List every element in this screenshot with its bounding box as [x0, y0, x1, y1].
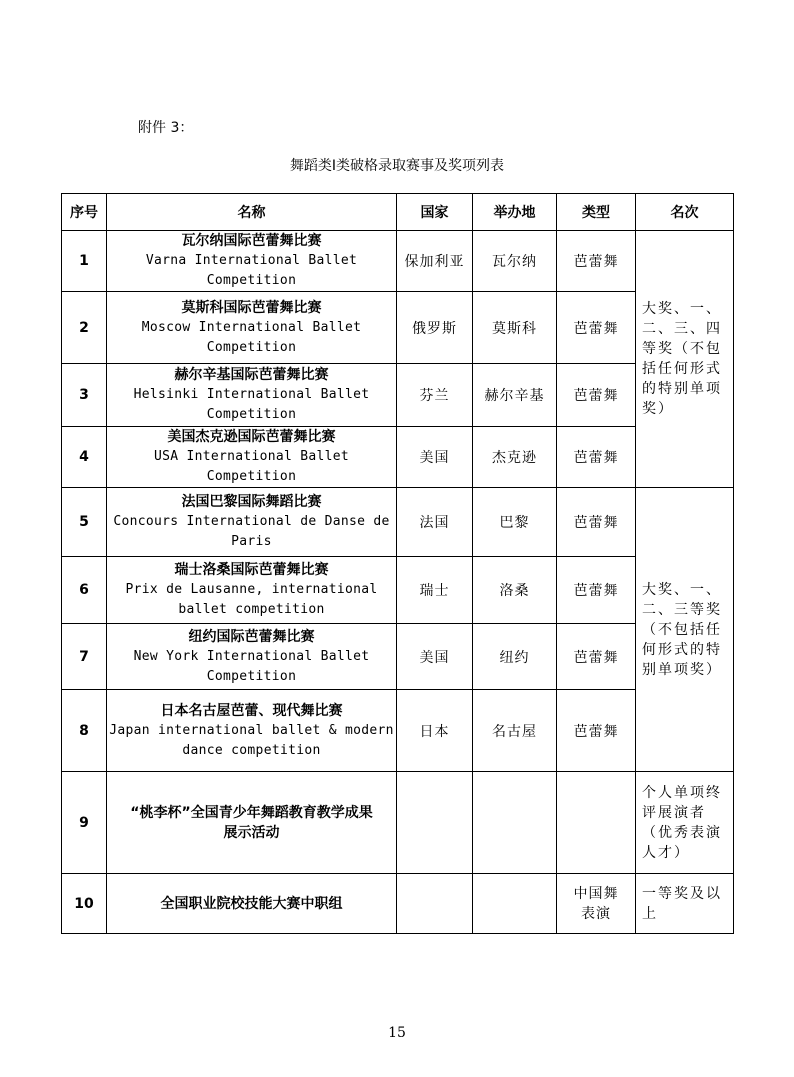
header-rank: 名次	[636, 194, 734, 231]
table-row	[62, 292, 734, 364]
row-number: 10	[62, 874, 107, 934]
table-header-row	[62, 194, 734, 231]
row-number: 5	[62, 488, 107, 557]
row-number: 4	[62, 427, 107, 488]
header-name: 名称	[107, 194, 397, 231]
competition-name-en: Japan international ballet & modern dance competition	[109, 722, 394, 758]
competition-name-en: Concours International de Danse de Paris	[113, 514, 390, 549]
competition-name	[107, 690, 397, 772]
annex-label: 附件 3：	[138, 120, 194, 136]
competition-name-cn: 瓦尔纳国际芭蕾舞比赛	[181, 233, 322, 249]
type-cell: 芭蕾舞	[557, 292, 636, 364]
table-row	[62, 690, 734, 772]
competition-name	[107, 292, 397, 364]
competition-name-cn: 赫尔辛基国际芭蕾舞比赛	[174, 367, 329, 383]
type-cell: 芭蕾舞	[557, 624, 636, 690]
rank-cell-9: 个人单项终评展演者（优秀表演人才）	[636, 772, 734, 874]
country-cell	[397, 874, 473, 934]
competition-name-cn: 美国杰克逊国际芭蕾舞比赛	[167, 429, 336, 445]
city-cell: 巴黎	[473, 488, 557, 557]
country-cell: 美国	[397, 624, 473, 690]
type-cell	[557, 772, 636, 874]
type-cell: 芭蕾舞	[557, 557, 636, 624]
country-cell: 保加利亚	[397, 231, 473, 292]
competition-table	[61, 193, 734, 934]
competition-name-cn: “桃李杯”全国青少年舞蹈教育教学成果展示活动	[130, 804, 373, 841]
header-type: 类型	[557, 194, 636, 231]
type-cell: 芭蕾舞	[557, 488, 636, 557]
country-cell: 芬兰	[397, 364, 473, 427]
row-number: 8	[62, 690, 107, 772]
type-cell: 芭蕾舞	[557, 231, 636, 292]
competition-name-cn: 瑞士洛桑国际芭蕾舞比赛	[174, 562, 329, 578]
city-cell	[473, 874, 557, 934]
table-row	[62, 231, 734, 292]
competition-name-en: Moscow International Ballet Competition	[141, 319, 362, 355]
competition-name	[107, 488, 397, 557]
city-cell: 赫尔辛基	[473, 364, 557, 427]
competition-name-en: Varna International Ballet Competition	[145, 253, 358, 288]
competition-name-cn: 全国职业院校技能大赛中职组	[160, 895, 343, 912]
row-number: 2	[62, 292, 107, 364]
competition-name-cn: 日本名古屋芭蕾、现代舞比赛	[160, 702, 343, 719]
table-row	[62, 557, 734, 624]
row-number: 3	[62, 364, 107, 427]
competition-name-en: Prix de Lausanne, international ballet competition	[125, 582, 378, 617]
rank-cell-group-b: 大奖、一、二、三等奖（不包括任何形式的特别单项奖）	[636, 488, 734, 772]
city-cell: 瓦尔纳	[473, 231, 557, 292]
table-row	[62, 364, 734, 427]
row-number: 1	[62, 231, 107, 292]
city-cell: 莫斯科	[473, 292, 557, 364]
competition-name-cn: 法国巴黎国际舞蹈比赛	[181, 494, 322, 510]
type-cell: 芭蕾舞	[557, 690, 636, 772]
type-cell: 芭蕾舞	[557, 427, 636, 488]
competition-name-cn: 莫斯科国际芭蕾舞比赛	[181, 299, 322, 316]
country-cell: 俄罗斯	[397, 292, 473, 364]
city-cell: 杰克逊	[473, 427, 557, 488]
competition-name-en: Helsinki International Ballet Competition	[133, 387, 370, 422]
competition-name	[107, 874, 397, 934]
country-cell: 法国	[397, 488, 473, 557]
row-number: 9	[62, 772, 107, 874]
competition-name	[107, 772, 397, 874]
competition-name	[107, 557, 397, 624]
competition-name	[107, 624, 397, 690]
country-cell	[397, 772, 473, 874]
city-cell: 名古屋	[473, 690, 557, 772]
table-row	[62, 624, 734, 690]
competition-name	[107, 364, 397, 427]
country-cell: 瑞士	[397, 557, 473, 624]
type-cell: 中国舞表演	[557, 874, 636, 934]
type-cell: 芭蕾舞	[557, 364, 636, 427]
competition-name-en: USA International Ballet Competition	[153, 449, 350, 484]
city-cell	[473, 772, 557, 874]
country-cell: 美国	[397, 427, 473, 488]
header-country: 国家	[397, 194, 473, 231]
competition-name	[107, 231, 397, 292]
table-row	[62, 488, 734, 557]
country-cell: 日本	[397, 690, 473, 772]
competition-name-en: New York International Ballet Competition	[133, 648, 370, 684]
table-row	[62, 427, 734, 488]
table-row	[62, 874, 734, 934]
rank-cell-group-a: 大奖、一、二、三、四等奖（不包括任何形式的特别单项奖）	[636, 231, 734, 488]
rank-cell-10: 一等奖及以上	[636, 874, 734, 934]
competition-name	[107, 427, 397, 488]
page-number: 15	[388, 1025, 406, 1041]
header-city: 举办地	[473, 194, 557, 231]
competition-name-cn: 纽约国际芭蕾舞比赛	[188, 628, 315, 645]
header-no: 序号	[62, 194, 107, 231]
row-number: 6	[62, 557, 107, 624]
row-number: 7	[62, 624, 107, 690]
table-row	[62, 772, 734, 874]
city-cell: 洛桑	[473, 557, 557, 624]
city-cell: 纽约	[473, 624, 557, 690]
document-title: 舞蹈类Ⅰ类破格录取赛事及奖项列表	[289, 158, 505, 174]
